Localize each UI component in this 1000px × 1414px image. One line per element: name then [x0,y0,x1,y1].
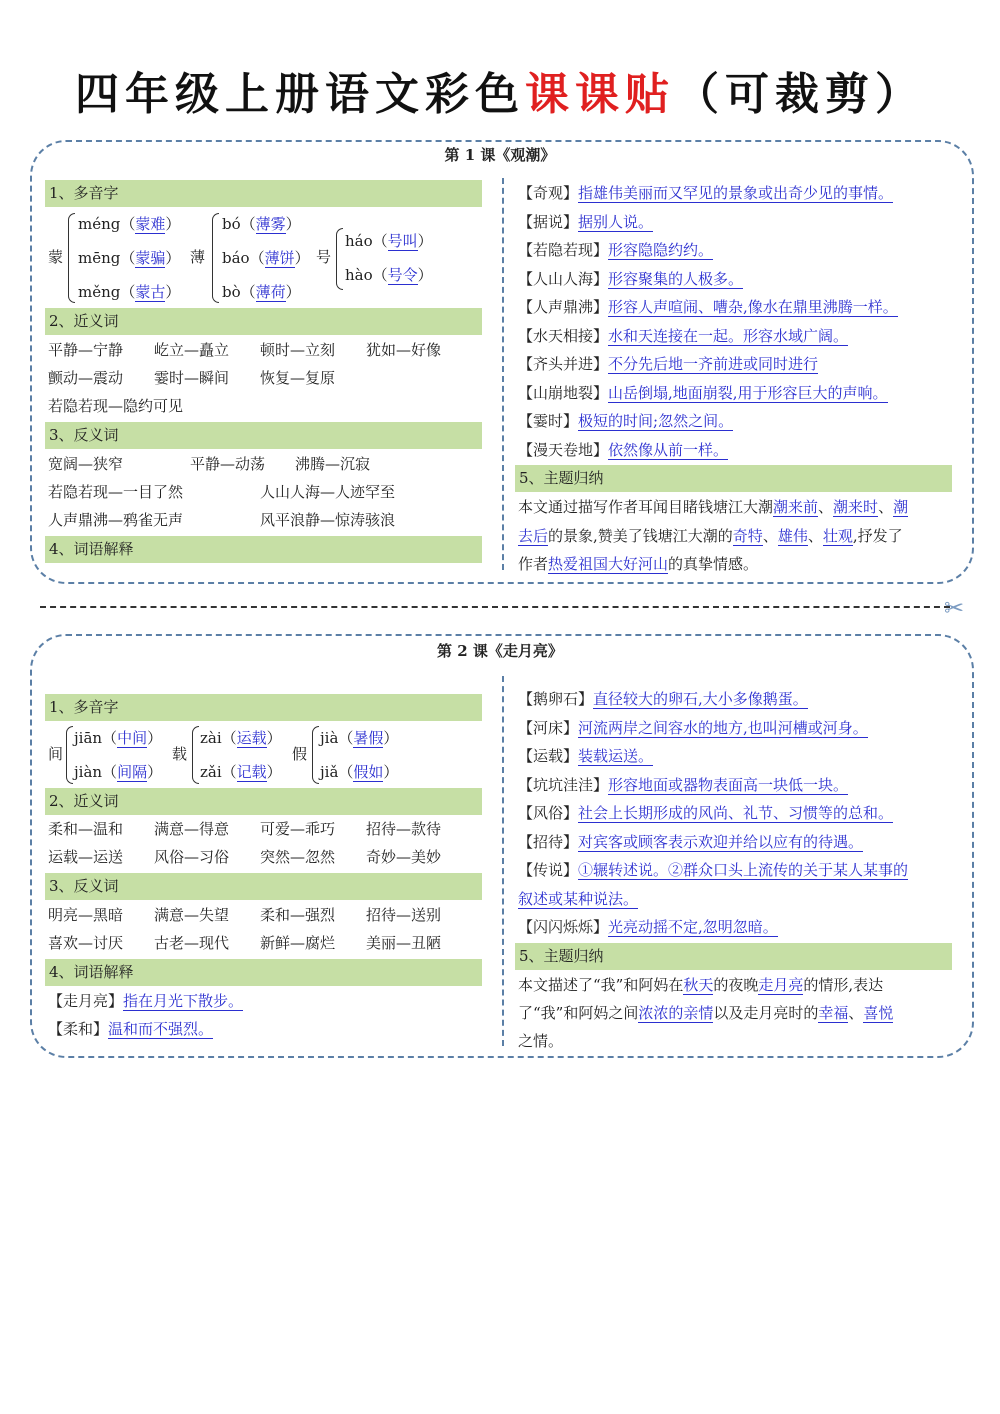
paren: ） [266,763,282,781]
brace-5 [192,726,199,784]
synonym-pair: 平静—宁静 [48,341,124,359]
definition-row [518,183,893,203]
paren: ） [147,729,163,747]
definition: 山岳倒塌,地面崩裂,用于形容巨大的声响。 [608,384,888,402]
definition-row [518,917,778,937]
synonym-pair: 突然—忽然 [260,848,336,866]
keyword: 潮来前 [773,498,819,516]
theme-line-3 [518,554,758,574]
synonym-pair: 顿时—立刻 [260,341,336,359]
term: 【传说】 [518,861,579,879]
keyword: 去后 [518,527,549,545]
l2-p3-row1 [320,728,398,748]
word: 运载 [236,729,267,747]
paren: ） [285,215,301,233]
l1-p2-row1 [222,214,301,234]
definition: 温和而不强烈。 [108,1020,214,1038]
definition-row [518,718,868,738]
keyword: 秋天 [683,976,714,994]
text: 了“我”和阿妈之间 [518,1004,639,1022]
definition-row [518,860,908,880]
lesson1-heading: 第 1 课《观潮》 [444,146,556,164]
reading: méng（ [78,215,136,233]
definition: 依然像从前一样。 [608,441,729,459]
definition: 形容地面或器物表面高一块低一块。 [608,776,849,794]
text: 的景象,赞美了钱塘江大潮的 [548,527,733,545]
paren: ） [147,763,163,781]
definition-row [518,889,638,909]
reading: mēng（ [78,249,136,267]
text: 、 [878,498,894,516]
definition: 直径较大的卵石,大小多像鹅蛋。 [593,690,808,708]
text: 、 [818,498,834,516]
text: 本文通过描写作者耳闻目睹钱塘江大潮 [518,498,774,516]
term: 【山崩地裂】 [518,384,609,402]
word: 号叫 [387,232,418,250]
reading: báo（ [222,249,265,267]
term: 【坑坑洼洼】 [518,776,609,794]
antonym-pair: 人声鼎沸—鸦雀无声 [48,511,184,529]
paren: ） [383,763,399,781]
antonym-pair: 宽阔—狭窄 [48,455,124,473]
definition: 极短的时间;忽然之间。 [578,412,734,430]
l1-poly-char-1: 蒙 [48,248,64,266]
l2-p2-row1 [200,728,282,748]
synonym-pair: 风俗—习俗 [154,848,230,866]
antonym-pair: 明亮—黑暗 [48,906,124,924]
reading: bò（ [222,283,256,301]
term: 【运载】 [518,747,579,765]
paren: ） [266,729,282,747]
theme-line-2 [518,1003,893,1023]
antonym-pair: 人山人海—人迹罕至 [260,483,396,501]
keyword: 喜悦 [863,1004,894,1022]
paren: ） [383,729,399,747]
l1-p2-row3 [222,282,301,302]
word: 薄荷 [255,283,286,301]
word: 蒙骗 [135,249,166,267]
definition-row [518,212,653,232]
word: 蒙难 [135,215,166,233]
word: 记载 [236,763,267,781]
word: 蒙古 [135,283,166,301]
definition: 光亮动摇不定,忽明忽暗。 [608,918,778,936]
antonym-pair: 喜欢—讨厌 [48,934,124,952]
term: 【柔和】 [48,1020,109,1038]
paren: ） [165,215,181,233]
l1-p3-row2 [345,265,433,285]
l1-section-synonyms: 2、近义词 [45,308,482,335]
synonym-pair: 柔和—温和 [48,820,124,838]
definition-row [518,240,713,260]
l2-p3-row2 [320,762,398,782]
paren: ） [285,283,301,301]
reading: háo（ [345,232,388,250]
page-title [0,58,1000,122]
reading: zǎi（ [200,763,237,781]
definition: 叙述或某种说法。 [518,890,639,908]
definition-row [518,269,743,289]
reading: hào（ [345,266,388,284]
l1-section-theme: 5、主题归纳 [515,465,952,492]
synonym-pair: 招待—款待 [366,820,442,838]
term: 【据说】 [518,213,579,231]
definition-row [518,297,898,317]
definition: 据别人说。 [578,213,654,231]
synonym-pair: 奇妙—美妙 [366,848,442,866]
term: 【若隐若现】 [518,241,609,259]
definition: 指雄伟美丽而又罕见的景象或出奇少见的事情。 [578,184,894,202]
term: 【人山人海】 [518,270,609,288]
term: 【鹅卵石】 [518,690,594,708]
l1-p1-row3 [78,282,180,302]
text: 、 [807,527,823,545]
keyword: 壮观 [822,527,853,545]
antonym-pair: 沸腾—沉寂 [295,455,371,473]
definition-row [518,383,888,403]
reading: jiān（ [74,729,118,747]
definition-row [518,803,893,823]
paren: ） [417,266,433,284]
l1-poly-char-3: 号 [316,248,332,266]
synonym-pair: 屹立—矗立 [154,341,230,359]
brace-6 [312,726,319,784]
brace-1 [68,213,75,303]
definition: 对宾客或顾客表示欢迎并给以应有的待遇。 [578,833,864,851]
definition-row [518,440,728,460]
text: 的夜晚 [713,976,759,994]
definition-row [48,1019,213,1039]
antonym-pair: 满意—失望 [154,906,230,924]
text: 、 [848,1004,864,1022]
keyword: 潮 [893,498,909,516]
keyword: 热爱祖国大好河山 [548,555,669,573]
definition: 社会上长期形成的风尚、礼节、习惯等的总和。 [578,804,894,822]
definition-row [518,832,863,852]
l1-section-polyphone: 1、多音字 [45,180,482,207]
definition-row [48,991,243,1011]
term: 【闪闪烁烁】 [518,918,609,936]
synonym-pair: 犹如—好像 [366,341,442,359]
synonym-pair: 运载—运送 [48,848,124,866]
term: 【齐头并进】 [518,355,609,373]
lesson1-divider [502,178,504,570]
reading: jiàn（ [74,763,118,781]
text: 作者 [518,555,549,573]
l2-p1-row1 [74,728,162,748]
synonym-pair: 若隐若现—隐约可见 [48,397,184,415]
l2-poly-char-3: 假 [292,745,308,763]
term: 【漫天卷地】 [518,441,609,459]
definition-row [518,689,808,709]
term: 【人声鼎沸】 [518,298,609,316]
text: 的情形,表达 [803,976,884,994]
word: 假如 [353,763,384,781]
definition: 不分先后地一齐前进或同时进行 [608,355,819,373]
synonym-pair: 可爱—乖巧 [260,820,336,838]
cut-line [40,606,950,608]
word: 间隔 [117,763,148,781]
theme-line-1 [518,497,908,517]
scissors-icon: ✂ [944,594,965,622]
synonym-pair: 颤动—震动 [48,369,124,387]
definition-row [518,746,653,766]
title-black: 四年级上册语文彩色 [75,69,525,120]
l2-section-theme: 5、主题归纳 [515,943,952,970]
antonym-pair: 风平浪静—惊涛骇浪 [260,511,396,529]
term: 【霎时】 [518,412,579,430]
antonym-pair: 平静—动荡 [190,455,266,473]
title-paren: （可裁剪） [675,69,925,120]
antonym-pair: 若隐若现—一目了然 [48,483,184,501]
keyword: 潮来时 [833,498,879,516]
l2-poly-char-1: 间 [48,745,64,763]
l1-poly-char-2: 薄 [190,248,206,266]
l1-p3-row1 [345,231,433,251]
antonym-pair: 美丽—丑陋 [366,934,442,952]
reading: jià（ [320,729,354,747]
word: 号令 [387,266,418,284]
paren: ） [417,232,433,250]
word: 中间 [117,729,148,747]
synonym-pair: 满意—得意 [154,820,230,838]
word: 薄雾 [255,215,286,233]
reading: měng（ [78,283,136,301]
reading: zài（ [200,729,237,747]
antonym-pair: 新鲜—腐烂 [260,934,336,952]
keyword: 幸福 [818,1004,849,1022]
l1-section-definitions: 4、词语解释 [45,536,482,563]
synonym-pair: 恢复—复原 [260,369,336,387]
brace-2 [212,213,219,303]
text: 、 [762,527,778,545]
paren: ） [165,283,181,301]
l1-section-antonyms: 3、反义词 [45,422,482,449]
term: 【招待】 [518,833,579,851]
definition: 形容人声喧闹、嘈杂,像水在鼎里沸腾一样。 [608,298,898,316]
paren: ） [165,249,181,267]
brace-3 [336,228,343,290]
paren: ） [294,249,310,267]
definition: 形容聚集的人极多。 [608,270,744,288]
definition: 水和天连接在一起。形容水域广阔。 [608,327,849,345]
definition-row [518,326,848,346]
word: 薄饼 [264,249,295,267]
definition: 形容隐隐约约。 [608,241,714,259]
l2-section-antonyms: 3、反义词 [45,873,482,900]
keyword: 奇特 [732,527,763,545]
keyword: 浓浓的亲情 [638,1004,714,1022]
l2-p1-row2 [74,762,162,782]
reading: jiǎ（ [320,763,354,781]
l1-p1-row1 [78,214,180,234]
l2-poly-char-2: 载 [172,745,188,763]
definition: 装载运送。 [578,747,654,765]
l2-section-synonyms: 2、近义词 [45,788,482,815]
lesson2-divider [502,676,504,1046]
lesson2-heading: 第 2 课《走月亮》 [437,642,563,660]
l2-p2-row2 [200,762,282,782]
text: 的真挚情感。 [668,555,759,573]
keyword: 走月亮 [758,976,804,994]
theme-line-2 [518,526,903,546]
text: ,抒发了 [852,527,903,545]
term: 【河床】 [518,719,579,737]
theme-line-1 [518,975,883,995]
definition-row [518,411,733,431]
definition: 河流两岸之间容水的地方,也叫河槽或河身。 [578,719,868,737]
word: 暑假 [353,729,384,747]
theme-line-3: 之情。 [518,1032,564,1050]
term: 【水天相接】 [518,327,609,345]
l1-p1-row2 [78,248,180,268]
term: 【奇观】 [518,184,579,202]
term: 【风俗】 [518,804,579,822]
l2-section-polyphone: 1、多音字 [45,694,482,721]
term: 【走月亮】 [48,992,124,1010]
l2-section-definitions: 4、词语解释 [45,959,482,986]
definition: 指在月光下散步。 [123,992,244,1010]
l1-p2-row2 [222,248,310,268]
definition-row [518,354,818,374]
antonym-pair: 古老—现代 [154,934,230,952]
reading: bó（ [222,215,256,233]
definition: ①辗转述说。②群众口头上流传的关于某人某事的 [578,861,909,879]
keyword: 雄伟 [777,527,808,545]
title-red: 课课贴 [525,69,675,120]
definition-row [518,775,848,795]
text: 本文描述了“我”和阿妈在 [518,976,684,994]
brace-4 [66,726,73,784]
text: 以及走月亮时的 [713,1004,819,1022]
antonym-pair: 招待—送别 [366,906,442,924]
antonym-pair: 柔和—强烈 [260,906,336,924]
synonym-pair: 霎时—瞬间 [154,369,230,387]
